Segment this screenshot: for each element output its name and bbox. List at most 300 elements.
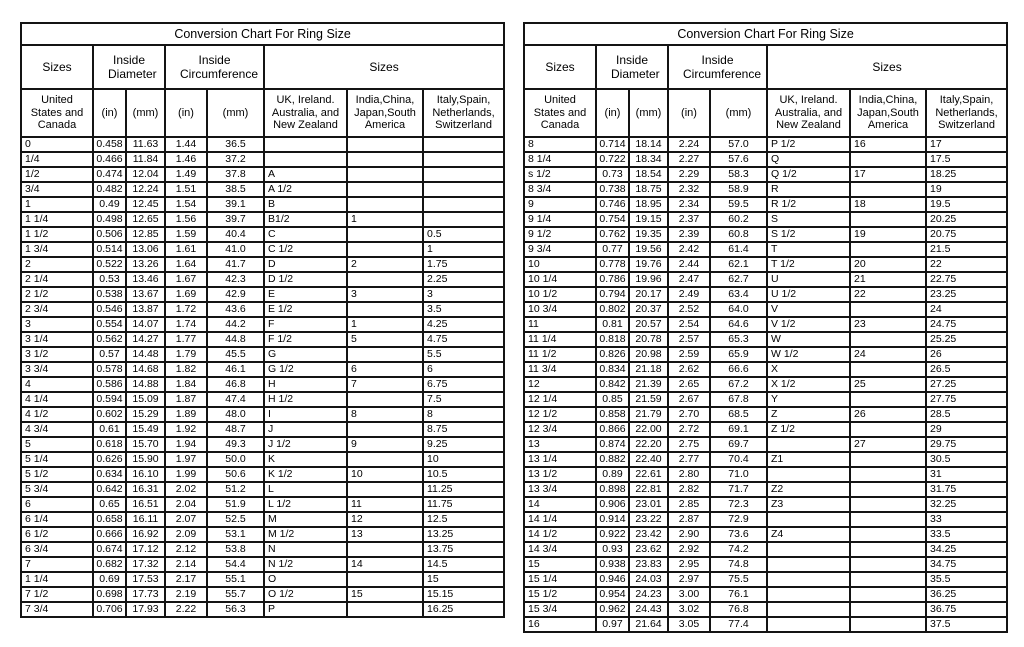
cell: O 1/2 bbox=[264, 587, 347, 602]
cell: 60.2 bbox=[710, 212, 767, 227]
cell: 53.1 bbox=[207, 527, 264, 542]
cell: 13 bbox=[524, 437, 596, 452]
cell: 4 bbox=[21, 377, 93, 392]
cell: 49.3 bbox=[207, 437, 264, 452]
cell: 1.94 bbox=[165, 437, 207, 452]
cell: 0.53 bbox=[93, 272, 126, 287]
cell: 73.6 bbox=[710, 527, 767, 542]
cell: 61.4 bbox=[710, 242, 767, 257]
cell: 2.34 bbox=[668, 197, 710, 212]
cell: 14.27 bbox=[126, 332, 165, 347]
cell: 18.25 bbox=[926, 167, 1007, 182]
cell: 64.0 bbox=[710, 302, 767, 317]
cell: 1 3/4 bbox=[21, 242, 93, 257]
table-row bbox=[524, 587, 1007, 602]
table-row bbox=[21, 587, 504, 602]
cell: 23.42 bbox=[629, 527, 668, 542]
cell: 12 1/4 bbox=[524, 392, 596, 407]
cell: 0.786 bbox=[596, 272, 629, 287]
cell: 0.682 bbox=[93, 557, 126, 572]
cell: 9 1/2 bbox=[524, 227, 596, 242]
cell: 24.43 bbox=[629, 602, 668, 617]
cell: 70.4 bbox=[710, 452, 767, 467]
cell: 29.75 bbox=[926, 437, 1007, 452]
cell: 14.07 bbox=[126, 317, 165, 332]
cell: 3 bbox=[347, 287, 423, 302]
cell: X bbox=[767, 362, 850, 377]
cell: 14 1/2 bbox=[524, 527, 596, 542]
col-header-uk-ireland: UK, Ireland. Australia, and New Zealand bbox=[264, 89, 347, 137]
cell: 17 bbox=[850, 167, 926, 182]
cell bbox=[423, 197, 504, 212]
cell: 20.37 bbox=[629, 302, 668, 317]
cell: B1/2 bbox=[264, 212, 347, 227]
cell: 13 3/4 bbox=[524, 482, 596, 497]
group-sizes-right: Sizes bbox=[767, 45, 1007, 89]
cell: L 1/2 bbox=[264, 497, 347, 512]
cell bbox=[347, 602, 423, 617]
cell: 21.64 bbox=[629, 617, 668, 632]
table-row bbox=[524, 347, 1007, 362]
cell: 71.7 bbox=[710, 482, 767, 497]
cell: 3 bbox=[21, 317, 93, 332]
col-header-diameter-mm: (mm) bbox=[126, 89, 165, 137]
cell: 8 bbox=[524, 137, 596, 152]
cell: 10.5 bbox=[423, 467, 504, 482]
cell: 15.49 bbox=[126, 422, 165, 437]
table-row bbox=[21, 347, 504, 362]
cell: 0.922 bbox=[596, 527, 629, 542]
table-row bbox=[21, 407, 504, 422]
title-row bbox=[21, 23, 504, 45]
cell: U bbox=[767, 272, 850, 287]
cell: 2 1/2 bbox=[21, 287, 93, 302]
cell: 8 1/4 bbox=[524, 152, 596, 167]
table-row bbox=[21, 272, 504, 287]
cell: P 1/2 bbox=[767, 137, 850, 152]
group-sizes-left: Sizes bbox=[21, 45, 93, 89]
cell: 59.5 bbox=[710, 197, 767, 212]
cell: 20.25 bbox=[926, 212, 1007, 227]
cell: 20.57 bbox=[629, 317, 668, 332]
cell: 33 bbox=[926, 512, 1007, 527]
cell bbox=[423, 212, 504, 227]
cell: 0.946 bbox=[596, 572, 629, 587]
cell: 8 bbox=[423, 407, 504, 422]
table-row bbox=[21, 317, 504, 332]
cell: 11.84 bbox=[126, 152, 165, 167]
cell: 10 bbox=[347, 467, 423, 482]
table-row bbox=[21, 572, 504, 587]
cell: 0.698 bbox=[93, 587, 126, 602]
cell: 1.82 bbox=[165, 362, 207, 377]
cell: 6 bbox=[347, 362, 423, 377]
table-row bbox=[21, 167, 504, 182]
cell: 3.05 bbox=[668, 617, 710, 632]
cell: 16.10 bbox=[126, 467, 165, 482]
cell: 2.75 bbox=[668, 437, 710, 452]
cell bbox=[347, 167, 423, 182]
cell bbox=[264, 137, 347, 152]
table-row bbox=[21, 152, 504, 167]
cell: 10 3/4 bbox=[524, 302, 596, 317]
col-header-us-canada: United States and Canada bbox=[524, 89, 596, 137]
cell: 24.23 bbox=[629, 587, 668, 602]
cell bbox=[767, 542, 850, 557]
table-row bbox=[524, 377, 1007, 392]
table-row bbox=[21, 542, 504, 557]
cell: 52.5 bbox=[207, 512, 264, 527]
cell: 65.9 bbox=[710, 347, 767, 362]
table-row bbox=[524, 197, 1007, 212]
cell: 57.6 bbox=[710, 152, 767, 167]
cell: 37.5 bbox=[926, 617, 1007, 632]
cell: 1.79 bbox=[165, 347, 207, 362]
cell: R 1/2 bbox=[767, 197, 850, 212]
cell: 4 1/4 bbox=[21, 392, 93, 407]
cell: 56.3 bbox=[207, 602, 264, 617]
cell: 23.22 bbox=[629, 512, 668, 527]
cell: 15 bbox=[347, 587, 423, 602]
cell: 22 bbox=[850, 287, 926, 302]
cell: 0 bbox=[21, 137, 93, 152]
table-row bbox=[21, 227, 504, 242]
cell: 13.25 bbox=[423, 527, 504, 542]
cell: 0.69 bbox=[93, 572, 126, 587]
cell: 0.874 bbox=[596, 437, 629, 452]
cell: 0.61 bbox=[93, 422, 126, 437]
cell: 0.458 bbox=[93, 137, 126, 152]
cell: 3.02 bbox=[668, 602, 710, 617]
cell: 6 1/2 bbox=[21, 527, 93, 542]
cell: 72.9 bbox=[710, 512, 767, 527]
col-header-diameter-in: (in) bbox=[596, 89, 629, 137]
cell: 39.7 bbox=[207, 212, 264, 227]
cell: 0.714 bbox=[596, 137, 629, 152]
table-row bbox=[524, 497, 1007, 512]
cell bbox=[767, 512, 850, 527]
cell: J bbox=[264, 422, 347, 437]
table-row bbox=[21, 137, 504, 152]
col-header-circumference-in: (in) bbox=[668, 89, 710, 137]
cell: 22.75 bbox=[926, 272, 1007, 287]
cell: 27.75 bbox=[926, 392, 1007, 407]
cell: 2.67 bbox=[668, 392, 710, 407]
cell: 21.59 bbox=[629, 392, 668, 407]
cell: 5 bbox=[347, 332, 423, 347]
cell: Z bbox=[767, 407, 850, 422]
cell: 1.99 bbox=[165, 467, 207, 482]
cell bbox=[347, 482, 423, 497]
cell: 2.95 bbox=[668, 557, 710, 572]
cell bbox=[767, 617, 850, 632]
cell: 2.04 bbox=[165, 497, 207, 512]
cell: 2 3/4 bbox=[21, 302, 93, 317]
cell: 22.40 bbox=[629, 452, 668, 467]
cell: Z3 bbox=[767, 497, 850, 512]
cell bbox=[850, 602, 926, 617]
col-header-circumference-in: (in) bbox=[165, 89, 207, 137]
cell: 50.6 bbox=[207, 467, 264, 482]
cell: 12.24 bbox=[126, 182, 165, 197]
table-row bbox=[524, 302, 1007, 317]
cell: 72.3 bbox=[710, 497, 767, 512]
cell: 7 bbox=[21, 557, 93, 572]
cell: 2.39 bbox=[668, 227, 710, 242]
cell bbox=[347, 347, 423, 362]
cell: 37.2 bbox=[207, 152, 264, 167]
table-row bbox=[524, 137, 1007, 152]
cell: 0.762 bbox=[596, 227, 629, 242]
cell: 46.8 bbox=[207, 377, 264, 392]
cell: 23.25 bbox=[926, 287, 1007, 302]
cell: 15 bbox=[524, 557, 596, 572]
cell: 0.858 bbox=[596, 407, 629, 422]
cell: 2.25 bbox=[423, 272, 504, 287]
cell: 38.5 bbox=[207, 182, 264, 197]
cell: 21 bbox=[850, 272, 926, 287]
cell: 31.75 bbox=[926, 482, 1007, 497]
cell: 2.17 bbox=[165, 572, 207, 587]
cell: 0.77 bbox=[596, 242, 629, 257]
cell: 68.5 bbox=[710, 407, 767, 422]
cell: C 1/2 bbox=[264, 242, 347, 257]
cell: 0.818 bbox=[596, 332, 629, 347]
cell: 7 3/4 bbox=[21, 602, 93, 617]
cell: M 1/2 bbox=[264, 527, 347, 542]
cell: 24 bbox=[850, 347, 926, 362]
cell: 1.77 bbox=[165, 332, 207, 347]
cell: 0.626 bbox=[93, 452, 126, 467]
cell: 2.14 bbox=[165, 557, 207, 572]
table-row bbox=[524, 182, 1007, 197]
cell: 2.29 bbox=[668, 167, 710, 182]
cell: 0.466 bbox=[93, 152, 126, 167]
cell: 2.32 bbox=[668, 182, 710, 197]
cell: 1.44 bbox=[165, 137, 207, 152]
cell: 74.2 bbox=[710, 542, 767, 557]
table-row bbox=[21, 287, 504, 302]
cell: 15 1/4 bbox=[524, 572, 596, 587]
cell bbox=[767, 467, 850, 482]
cell bbox=[347, 572, 423, 587]
cell: 71.0 bbox=[710, 467, 767, 482]
cell: 23.01 bbox=[629, 497, 668, 512]
cell: 0.514 bbox=[93, 242, 126, 257]
cell: 18.34 bbox=[629, 152, 668, 167]
table-row bbox=[524, 332, 1007, 347]
cell bbox=[347, 137, 423, 152]
cell: 1 1/2 bbox=[21, 227, 93, 242]
cell: 11 1/2 bbox=[524, 347, 596, 362]
table-row bbox=[524, 572, 1007, 587]
cell: 62.7 bbox=[710, 272, 767, 287]
cell: 0.538 bbox=[93, 287, 126, 302]
group-inside-circumference: Inside Circumference bbox=[165, 45, 264, 89]
cell: 1.46 bbox=[165, 152, 207, 167]
cell: s 1/2 bbox=[524, 167, 596, 182]
cell: 12 1/2 bbox=[524, 407, 596, 422]
cell bbox=[850, 497, 926, 512]
cell: 15.70 bbox=[126, 437, 165, 452]
cell: 32.25 bbox=[926, 497, 1007, 512]
cell: 3 1/2 bbox=[21, 347, 93, 362]
cell: 0.506 bbox=[93, 227, 126, 242]
cell: 0.49 bbox=[93, 197, 126, 212]
cell: 77.4 bbox=[710, 617, 767, 632]
cell: 28.5 bbox=[926, 407, 1007, 422]
cell: K bbox=[264, 452, 347, 467]
cell: 34.75 bbox=[926, 557, 1007, 572]
group-header-row bbox=[21, 45, 504, 89]
cell: 25.25 bbox=[926, 332, 1007, 347]
cell: N bbox=[264, 542, 347, 557]
table-row bbox=[524, 482, 1007, 497]
cell: 1 bbox=[347, 317, 423, 332]
cell: 17.53 bbox=[126, 572, 165, 587]
cell: 0.93 bbox=[596, 542, 629, 557]
table-row bbox=[524, 272, 1007, 287]
cell: 1 bbox=[423, 242, 504, 257]
cell: 42.9 bbox=[207, 287, 264, 302]
cell: Z1 bbox=[767, 452, 850, 467]
cell: 0.554 bbox=[93, 317, 126, 332]
cell: 22.20 bbox=[629, 437, 668, 452]
cell: 7.5 bbox=[423, 392, 504, 407]
cell: 0.738 bbox=[596, 182, 629, 197]
cell: 2 bbox=[347, 257, 423, 272]
cell: 11.63 bbox=[126, 137, 165, 152]
cell: 2 1/4 bbox=[21, 272, 93, 287]
cell: 0.826 bbox=[596, 347, 629, 362]
cell: R bbox=[767, 182, 850, 197]
cell bbox=[347, 242, 423, 257]
cell: 1/4 bbox=[21, 152, 93, 167]
cell: 64.6 bbox=[710, 317, 767, 332]
cell: 17.32 bbox=[126, 557, 165, 572]
cell: 0.746 bbox=[596, 197, 629, 212]
cell: 2.85 bbox=[668, 497, 710, 512]
cell: 41.7 bbox=[207, 257, 264, 272]
col-header-diameter-in: (in) bbox=[93, 89, 126, 137]
cell bbox=[850, 482, 926, 497]
cell: 11 bbox=[347, 497, 423, 512]
cell bbox=[850, 542, 926, 557]
cell: P bbox=[264, 602, 347, 617]
cell: 13.06 bbox=[126, 242, 165, 257]
table-row bbox=[524, 317, 1007, 332]
cell: H bbox=[264, 377, 347, 392]
cell: 2.37 bbox=[668, 212, 710, 227]
cell: 27.25 bbox=[926, 377, 1007, 392]
cell: 18.14 bbox=[629, 137, 668, 152]
cell: 48.7 bbox=[207, 422, 264, 437]
cell: 0.97 bbox=[596, 617, 629, 632]
table-row bbox=[21, 302, 504, 317]
cell bbox=[850, 512, 926, 527]
cell: 17.12 bbox=[126, 542, 165, 557]
cell bbox=[347, 452, 423, 467]
cell: 63.4 bbox=[710, 287, 767, 302]
cell: 2.49 bbox=[668, 287, 710, 302]
cell: 2.07 bbox=[165, 512, 207, 527]
cell: 19.96 bbox=[629, 272, 668, 287]
cell: 12 bbox=[347, 512, 423, 527]
cell bbox=[767, 557, 850, 572]
cell bbox=[767, 587, 850, 602]
cell: A bbox=[264, 167, 347, 182]
cell: 17 bbox=[926, 137, 1007, 152]
cell: G bbox=[264, 347, 347, 362]
cell bbox=[423, 152, 504, 167]
cell: 2.09 bbox=[165, 527, 207, 542]
cell: 1/2 bbox=[21, 167, 93, 182]
cell bbox=[767, 602, 850, 617]
cell: 0.57 bbox=[93, 347, 126, 362]
cell bbox=[850, 362, 926, 377]
cell: 14 3/4 bbox=[524, 542, 596, 557]
cell: 17.73 bbox=[126, 587, 165, 602]
cell: 13 1/4 bbox=[524, 452, 596, 467]
cell: 53.8 bbox=[207, 542, 264, 557]
cell: 20.75 bbox=[926, 227, 1007, 242]
cell: 74.8 bbox=[710, 557, 767, 572]
cell: 0.754 bbox=[596, 212, 629, 227]
cell: 24.75 bbox=[926, 317, 1007, 332]
cell: 0.578 bbox=[93, 362, 126, 377]
table-row bbox=[21, 512, 504, 527]
cell: S 1/2 bbox=[767, 227, 850, 242]
cell: 16 bbox=[850, 137, 926, 152]
cell: 2.22 bbox=[165, 602, 207, 617]
cell: 43.6 bbox=[207, 302, 264, 317]
cell: 2.90 bbox=[668, 527, 710, 542]
cell: 0.5 bbox=[423, 227, 504, 242]
col-header-india-china: India,China, Japan,South America bbox=[347, 89, 423, 137]
cell: 13.75 bbox=[423, 542, 504, 557]
cell: 14.5 bbox=[423, 557, 504, 572]
cell: 2.97 bbox=[668, 572, 710, 587]
cell: 26 bbox=[850, 407, 926, 422]
cell: 18.54 bbox=[629, 167, 668, 182]
group-inside-diameter: Inside Diameter bbox=[596, 45, 668, 89]
cell: 14 bbox=[347, 557, 423, 572]
cell: 0.562 bbox=[93, 332, 126, 347]
cell bbox=[347, 152, 423, 167]
cell: 5.5 bbox=[423, 347, 504, 362]
cell: 19.15 bbox=[629, 212, 668, 227]
cell: 20 bbox=[850, 257, 926, 272]
cell: 22.81 bbox=[629, 482, 668, 497]
cell: X 1/2 bbox=[767, 377, 850, 392]
cell: 0.586 bbox=[93, 377, 126, 392]
cell: 19.76 bbox=[629, 257, 668, 272]
cell: 0.65 bbox=[93, 497, 126, 512]
cell: H 1/2 bbox=[264, 392, 347, 407]
table-row bbox=[21, 422, 504, 437]
cell: 16.31 bbox=[126, 482, 165, 497]
cell: 2.24 bbox=[668, 137, 710, 152]
cell: 7 1/2 bbox=[21, 587, 93, 602]
cell: 5 1/4 bbox=[21, 452, 93, 467]
col-header-circumference-mm: (mm) bbox=[207, 89, 264, 137]
cell: 18 bbox=[850, 197, 926, 212]
cell: 12.5 bbox=[423, 512, 504, 527]
cell: 15 bbox=[423, 572, 504, 587]
table-body bbox=[524, 137, 1007, 632]
table-row bbox=[524, 512, 1007, 527]
cell: 2.80 bbox=[668, 467, 710, 482]
